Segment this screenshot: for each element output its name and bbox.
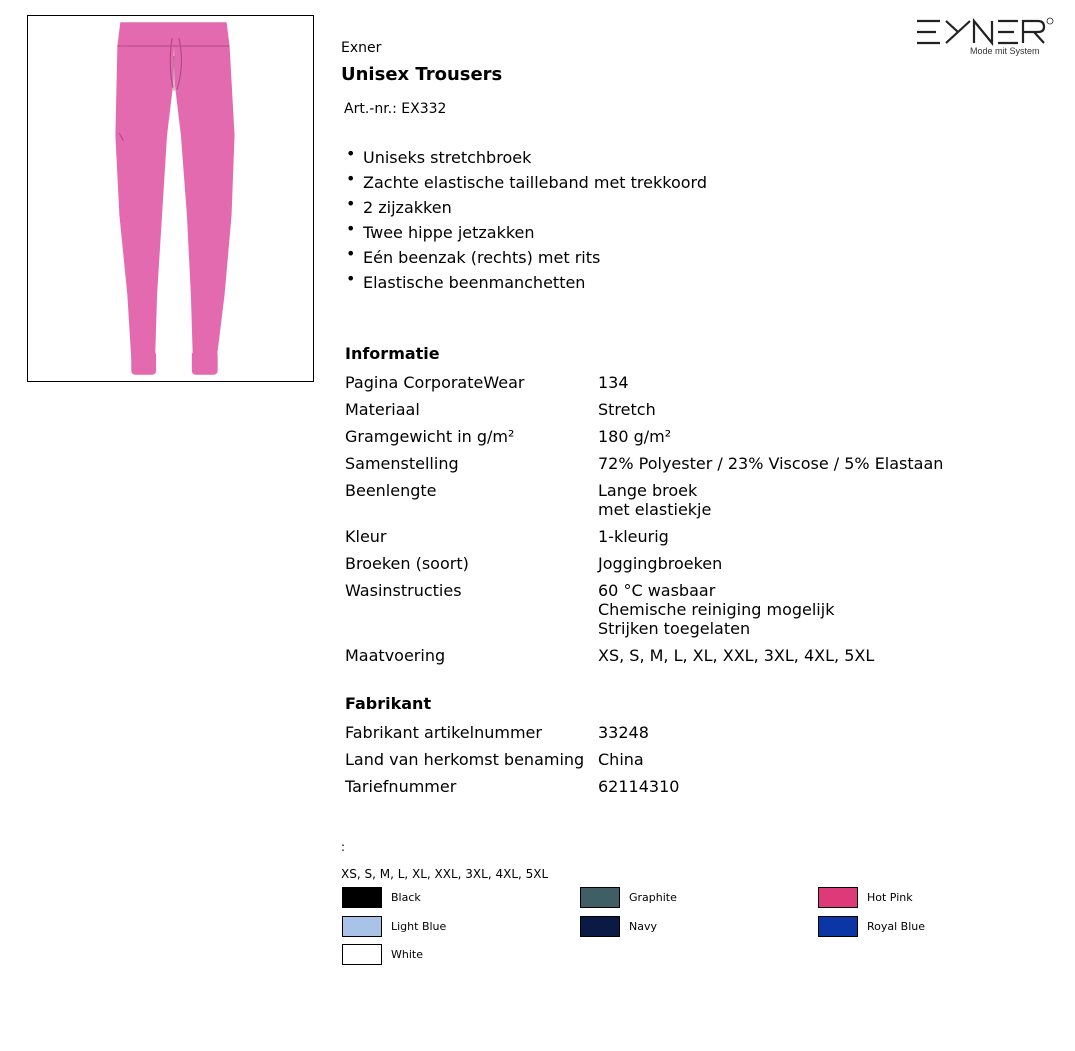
table-row	[345, 777, 679, 804]
color-name: Light Blue	[391, 919, 447, 933]
spec-label: Kleur	[345, 527, 387, 546]
spec-label: Maatvoering	[345, 646, 446, 665]
logo-tagline: Mode mit System	[970, 46, 1040, 56]
spec-value: 134	[598, 373, 629, 392]
color-option	[580, 885, 677, 909]
spec-label: Pagina CorporateWear	[345, 373, 525, 392]
color-name: Graphite	[629, 890, 677, 904]
feature-item: • 2 zijzakken	[345, 195, 707, 220]
color-swatch	[818, 916, 858, 937]
sizes-colon: :	[341, 840, 346, 854]
spec-label: Fabrikant artikelnummer	[345, 723, 542, 742]
table-row	[345, 581, 943, 646]
color-swatch	[580, 887, 620, 908]
exner-logo-icon	[912, 16, 1057, 48]
product-title: Unisex Trousers	[341, 64, 503, 85]
spec-label: Land van herkomst benaming	[345, 750, 585, 769]
spec-value: XS, S, M, L, XL, XXL, 3XL, 4XL, 5XL	[598, 646, 875, 665]
info-table	[345, 373, 943, 673]
table-row	[345, 373, 943, 400]
table-row	[345, 750, 679, 777]
spec-value: China	[598, 750, 644, 769]
color-option	[342, 914, 446, 938]
feature-item: • Uniseks stretchbroek	[345, 145, 707, 170]
info-heading: Informatie	[345, 344, 440, 363]
table-row	[345, 527, 943, 554]
color-name: Hot Pink	[867, 890, 913, 904]
feature-item: • Twee hippe jetzakken	[345, 220, 707, 245]
spec-value: 72% Polyester / 23% Viscose / 5% Elastaan	[598, 454, 944, 473]
color-option	[580, 914, 657, 938]
spec-value: 60 °C wasbaar Chemische reiniging mogelijk Strijken toegelaten	[598, 581, 835, 638]
spec-label: Beenlengte	[345, 481, 437, 500]
table-row	[345, 646, 943, 673]
product-image	[27, 15, 314, 382]
spec-value: 180 g/m²	[598, 427, 672, 446]
table-row	[345, 554, 943, 581]
spec-label: Broeken (soort)	[345, 554, 469, 573]
table-row	[345, 723, 679, 750]
spec-label: Gramgewicht in g/m²	[345, 427, 515, 446]
spec-label: Samenstelling	[345, 454, 459, 473]
spec-label: Tariefnummer	[345, 777, 457, 796]
table-row	[345, 427, 943, 454]
feature-item: • Zachte elastische tailleband met trekkoord	[345, 170, 707, 195]
spec-value: Stretch	[598, 400, 656, 419]
exner-logo	[912, 16, 1057, 64]
spec-value: Lange broek met elastiekje	[598, 481, 712, 519]
color-name: White	[391, 947, 423, 961]
manufacturer-heading: Fabrikant	[345, 694, 432, 713]
spec-label: Wasinstructies	[345, 581, 462, 600]
color-swatch	[580, 916, 620, 937]
color-swatch	[818, 887, 858, 908]
spec-label: Materiaal	[345, 400, 420, 419]
spec-value: 33248	[598, 723, 649, 742]
color-name: Royal Blue	[867, 919, 926, 933]
color-name: Navy	[629, 919, 657, 933]
brand-name: Exner	[341, 40, 382, 56]
color-swatch	[342, 887, 382, 908]
article-number: Art.-nr.: EX332	[344, 101, 447, 117]
feature-item: • Elastische beenmanchetten	[345, 270, 707, 295]
feature-list	[345, 145, 707, 295]
spec-value: 1-kleurig	[598, 527, 669, 546]
color-option	[818, 885, 913, 909]
color-option	[818, 914, 925, 938]
color-option	[342, 942, 423, 966]
table-row	[345, 400, 943, 427]
sizes-line: XS, S, M, L, XL, XXL, 3XL, 4XL, 5XL	[341, 867, 549, 881]
spec-value: 62114310	[598, 777, 680, 796]
pink-trousers-icon	[28, 16, 313, 381]
table-row	[345, 454, 943, 481]
color-option	[342, 885, 421, 909]
spec-value: Joggingbroeken	[598, 554, 723, 573]
manufacturer-table	[345, 723, 679, 804]
color-name: Black	[391, 890, 421, 904]
color-swatch	[342, 944, 382, 965]
feature-item: • Eén beenzak (rechts) met rits	[345, 245, 707, 270]
table-row	[345, 481, 943, 527]
color-swatch	[342, 916, 382, 937]
